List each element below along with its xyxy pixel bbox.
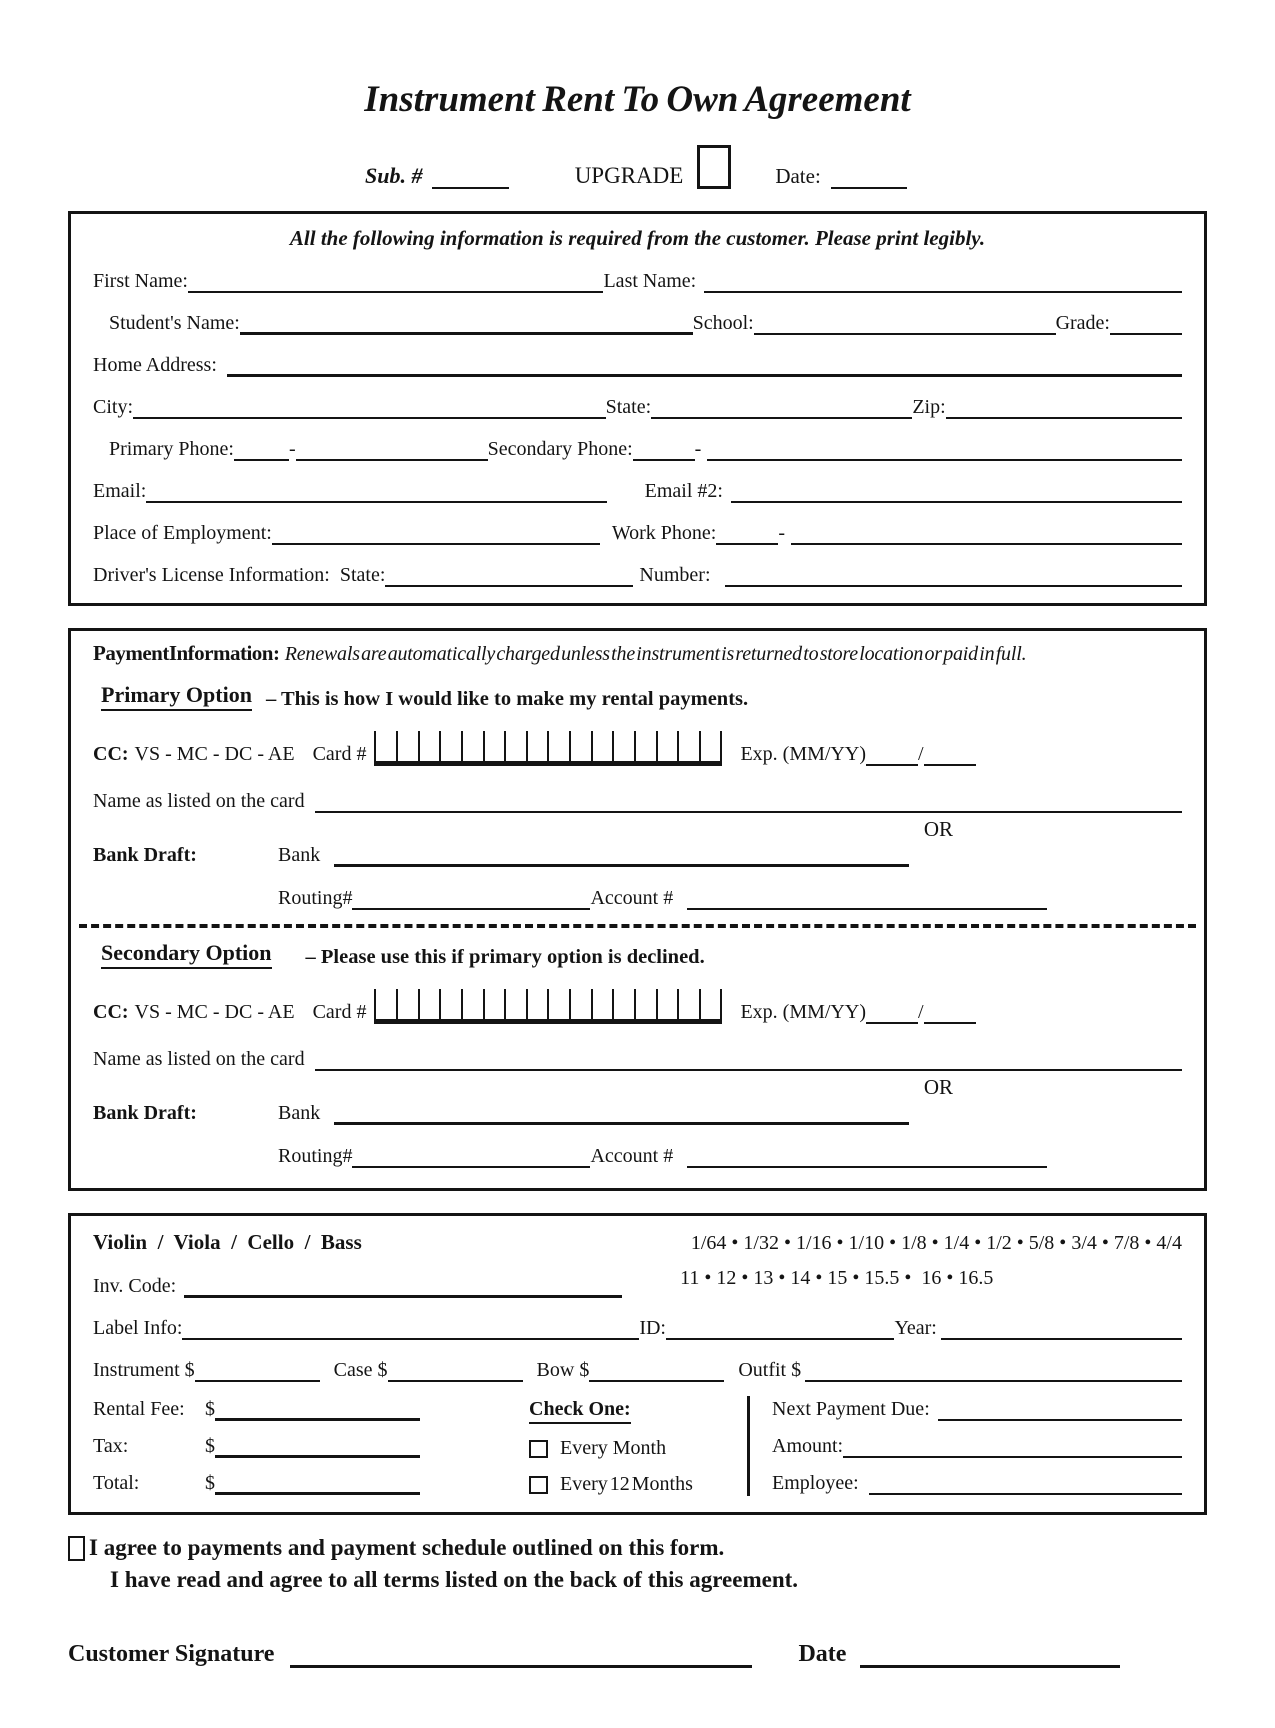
payment-note: Renewals are automatically charged unless the instrument is returned to store location or paid in full. bbox=[284, 643, 1027, 665]
email2-field[interactable] bbox=[731, 495, 1182, 503]
check-one-column bbox=[529, 1396, 747, 1496]
employee-field[interactable] bbox=[869, 1487, 1182, 1495]
primary-account-field[interactable] bbox=[687, 902, 1047, 910]
tax-label: Tax: bbox=[93, 1435, 129, 1457]
first-name-label: First Name: bbox=[93, 270, 188, 292]
dash-3: - bbox=[778, 522, 786, 544]
exp-label-2: Exp. (MM/YY) bbox=[740, 1001, 866, 1023]
city-row bbox=[93, 396, 1182, 419]
primary-exp-month-field[interactable] bbox=[866, 758, 918, 766]
secondary-bank-row bbox=[93, 1102, 1182, 1125]
last-name-label: Last Name: bbox=[603, 270, 697, 292]
secondary-routing-field[interactable] bbox=[352, 1160, 590, 1168]
routing-label-2: Routing# bbox=[278, 1145, 353, 1167]
every-12-months-label: Every 12 Months bbox=[560, 1473, 693, 1495]
city-field[interactable] bbox=[133, 411, 606, 419]
customer-signature-label: Customer Signature bbox=[68, 1641, 275, 1667]
email2-label: Email #2: bbox=[644, 480, 723, 502]
card-number-label: Card # bbox=[312, 743, 367, 765]
primary-routing-row bbox=[93, 887, 1182, 910]
account-label-2: Account # bbox=[590, 1145, 674, 1167]
dollar-3: $ bbox=[205, 1472, 215, 1494]
bank-label-2: Bank bbox=[278, 1102, 321, 1124]
fees-area bbox=[93, 1396, 1182, 1496]
card-number-label-2: Card # bbox=[312, 1001, 367, 1023]
agree-checkbox[interactable] bbox=[68, 1536, 85, 1561]
employment-label: Place of Employment: bbox=[93, 522, 272, 544]
home-address-field[interactable] bbox=[227, 368, 1182, 377]
customer-instruction: All the following information is required from the customer. Please print legibly. bbox=[289, 226, 986, 250]
name-row bbox=[93, 270, 1182, 293]
secondary-bank-field[interactable] bbox=[334, 1116, 909, 1125]
rental-fee-label: Rental Fee: bbox=[93, 1398, 185, 1420]
year-field[interactable] bbox=[941, 1332, 1182, 1340]
cc-types-2: VS - MC - DC - AE bbox=[134, 1001, 295, 1023]
check-one-label: Check One: bbox=[529, 1398, 631, 1424]
customer-signature-field[interactable] bbox=[290, 1659, 752, 1668]
dollar-1: $ bbox=[205, 1398, 215, 1420]
secondary-option-heading bbox=[93, 940, 1182, 969]
dollar-2: $ bbox=[205, 1435, 215, 1457]
employment-field[interactable] bbox=[272, 537, 600, 545]
license-number-label: Number: bbox=[639, 564, 711, 586]
secondary-name-on-card-field[interactable] bbox=[315, 1063, 1182, 1071]
license-row bbox=[93, 564, 1182, 587]
grade-label: Grade: bbox=[1055, 312, 1110, 334]
payment-title-row bbox=[93, 641, 1182, 666]
sub-number-field[interactable] bbox=[432, 181, 508, 189]
payment-due-column bbox=[747, 1396, 1182, 1496]
email-label: Email: bbox=[93, 480, 147, 502]
signature-date-field[interactable] bbox=[860, 1659, 1120, 1668]
case-price-label: Case $ bbox=[333, 1359, 388, 1381]
label-info-label: Label Info: bbox=[93, 1317, 183, 1339]
phone-row bbox=[93, 438, 1182, 461]
options-divider bbox=[79, 924, 1196, 928]
upgrade-label: UPGRADE bbox=[574, 163, 684, 188]
primary-name-on-card-row bbox=[93, 790, 1182, 813]
rental-fee-field[interactable] bbox=[215, 1412, 420, 1421]
bank-draft-label-2: Bank Draft: bbox=[93, 1102, 197, 1124]
instrument-types: Violin / Viola / Cello / Bass bbox=[93, 1230, 362, 1254]
name-on-card-label-2: Name as listed on the card bbox=[93, 1048, 305, 1070]
payment-info-box bbox=[68, 628, 1207, 1191]
dash-2: - bbox=[694, 438, 702, 460]
school-label: School: bbox=[692, 312, 754, 334]
email-field[interactable] bbox=[146, 495, 606, 503]
every-12-months-row bbox=[529, 1473, 747, 1496]
bank-label: Bank bbox=[278, 844, 321, 866]
tax-field[interactable] bbox=[215, 1449, 420, 1458]
primary-or-label: OR bbox=[923, 817, 953, 841]
exp-sep-2: / bbox=[918, 1001, 924, 1023]
prices-row bbox=[93, 1359, 1182, 1382]
city-label: City: bbox=[93, 396, 134, 418]
amount-label: Amount: bbox=[772, 1435, 844, 1457]
license-label: Driver's License Information: bbox=[93, 564, 330, 586]
cc-types: VS - MC - DC - AE bbox=[134, 743, 295, 765]
zip-field[interactable] bbox=[946, 411, 1182, 419]
work-phone-label: Work Phone: bbox=[611, 522, 717, 544]
outfit-price-label: Outfit $ bbox=[738, 1359, 802, 1381]
student-row bbox=[93, 312, 1182, 335]
agree-text-1: I agree to payments and payment schedule outlined on this form. bbox=[89, 1535, 725, 1560]
primary-routing-field[interactable] bbox=[352, 902, 590, 910]
secondary-option-desc: – Please use this if primary option is declined. bbox=[305, 946, 705, 968]
instrument-box bbox=[68, 1213, 1207, 1515]
bow-price-label: Bow $ bbox=[536, 1359, 590, 1381]
primary-option-heading bbox=[93, 682, 1182, 711]
student-name-label: Student's Name: bbox=[109, 312, 240, 334]
payment-title: PaymentInformation: bbox=[93, 641, 280, 665]
customer-info-box bbox=[68, 211, 1207, 606]
id-field[interactable] bbox=[666, 1332, 894, 1340]
instrument-type-row bbox=[93, 1230, 1182, 1255]
upgrade-checkbox[interactable] bbox=[697, 145, 731, 189]
agreement-line-1 bbox=[68, 1535, 1207, 1561]
secondary-phone-field[interactable] bbox=[707, 453, 1182, 461]
secondary-routing-row bbox=[93, 1145, 1182, 1168]
account-label: Account # bbox=[590, 887, 674, 909]
case-price-field[interactable] bbox=[388, 1374, 523, 1382]
primary-option-label: Primary Option bbox=[101, 682, 252, 711]
secondary-exp-year-field[interactable] bbox=[924, 1016, 976, 1024]
year-label: Year: bbox=[894, 1317, 937, 1339]
secondary-exp-month-field[interactable] bbox=[866, 1016, 918, 1024]
email-row bbox=[93, 480, 1182, 503]
primary-name-on-card-field[interactable] bbox=[315, 805, 1182, 813]
primary-option-desc: – This is how I would like to make my rental payments. bbox=[265, 688, 749, 710]
secondary-name-on-card-row bbox=[93, 1048, 1182, 1071]
outfit-price-field[interactable] bbox=[805, 1374, 1182, 1382]
primary-card-number-field[interactable] bbox=[374, 731, 722, 766]
school-field[interactable] bbox=[754, 327, 1056, 335]
fraction-sizes: 1/64 • 1/32 • 1/16 • 1/10 • 1/8 • 1/4 • 1/2 • 5/8 • 3/4 • 7/8 • 4/4 bbox=[690, 1232, 1182, 1254]
primary-bank-row bbox=[93, 844, 1182, 867]
total-label: Total: bbox=[93, 1472, 140, 1494]
routing-label: Routing# bbox=[278, 887, 353, 909]
tax-row bbox=[93, 1435, 529, 1458]
license-state-label: State: bbox=[339, 564, 386, 586]
secondary-or-label: OR bbox=[923, 1075, 953, 1099]
last-name-field[interactable] bbox=[704, 285, 1182, 293]
student-name-field[interactable] bbox=[240, 326, 693, 335]
next-payment-label: Next Payment Due: bbox=[772, 1398, 930, 1420]
secondary-card-number-field[interactable] bbox=[374, 989, 722, 1024]
address-row bbox=[93, 354, 1182, 377]
state-field[interactable] bbox=[651, 411, 912, 419]
date-field[interactable] bbox=[831, 181, 907, 189]
license-state-field[interactable] bbox=[385, 579, 633, 587]
bank-draft-label: Bank Draft: bbox=[93, 844, 197, 866]
instrument-price-field[interactable] bbox=[195, 1374, 320, 1382]
state-label: State: bbox=[605, 396, 652, 418]
page bbox=[0, 78, 1275, 1668]
name-on-card-label: Name as listed on the card bbox=[93, 790, 305, 812]
label-info-row bbox=[93, 1317, 1182, 1340]
inv-code-label: Inv. Code: bbox=[93, 1275, 177, 1297]
secondary-phone-area-field[interactable] bbox=[633, 453, 695, 461]
label-info-field[interactable] bbox=[182, 1332, 639, 1340]
amount-row bbox=[772, 1435, 1182, 1458]
inv-code-field[interactable] bbox=[184, 1289, 622, 1298]
home-address-label: Home Address: bbox=[93, 354, 217, 376]
grade-field[interactable] bbox=[1110, 327, 1182, 335]
id-label: ID: bbox=[639, 1317, 666, 1339]
exp-sep-1: / bbox=[918, 743, 924, 765]
primary-phone-field[interactable] bbox=[296, 453, 488, 461]
zip-label: Zip: bbox=[912, 396, 946, 418]
primary-bank-field[interactable] bbox=[334, 858, 909, 867]
secondary-account-field[interactable] bbox=[687, 1160, 1047, 1168]
license-number-field[interactable] bbox=[725, 579, 1183, 587]
every-month-row bbox=[529, 1437, 747, 1460]
form-title: Instrument Rent To Own Agreement bbox=[364, 79, 911, 120]
work-phone-area-field[interactable] bbox=[716, 537, 778, 545]
agreement-line-2: I have read and agree to all terms listed on the back of this agreement. bbox=[110, 1567, 799, 1592]
first-name-field[interactable] bbox=[188, 285, 603, 293]
every-12-months-checkbox[interactable] bbox=[529, 1476, 548, 1494]
amount-field[interactable] bbox=[843, 1450, 1182, 1458]
work-phone-field[interactable] bbox=[791, 537, 1182, 545]
signature-date-label: Date bbox=[798, 1641, 847, 1667]
total-field[interactable] bbox=[215, 1486, 420, 1495]
cc-label-2: CC: bbox=[93, 1001, 129, 1023]
every-month-label: Every Month bbox=[560, 1437, 667, 1459]
inv-code-row bbox=[93, 1267, 1182, 1298]
total-row bbox=[93, 1472, 529, 1495]
primary-exp-year-field[interactable] bbox=[924, 758, 976, 766]
dash-1: - bbox=[289, 438, 296, 460]
sub-number-label: Sub. # bbox=[365, 163, 423, 188]
employee-row bbox=[772, 1472, 1182, 1495]
next-payment-row bbox=[772, 1398, 1182, 1421]
secondary-cc-row bbox=[93, 989, 1182, 1024]
inch-sizes: 11 • 12 • 13 • 14 • 15 • 15.5 • 16 • 16.5 bbox=[680, 1267, 994, 1289]
date-label: Date: bbox=[775, 164, 821, 188]
fees-column bbox=[93, 1396, 529, 1496]
next-payment-field[interactable] bbox=[938, 1413, 1182, 1421]
instrument-price-label: Instrument $ bbox=[93, 1359, 195, 1381]
employment-row bbox=[93, 522, 1182, 545]
rental-fee-row bbox=[93, 1398, 529, 1421]
primary-phone-area-field[interactable] bbox=[234, 453, 289, 461]
signature-row bbox=[68, 1641, 1207, 1668]
employee-label: Employee: bbox=[772, 1472, 859, 1494]
secondary-phone-label: Secondary Phone: bbox=[487, 438, 633, 460]
primary-cc-row bbox=[93, 731, 1182, 766]
bow-price-field[interactable] bbox=[589, 1374, 724, 1382]
primary-phone-label: Primary Phone: bbox=[109, 438, 234, 460]
secondary-option-label: Secondary Option bbox=[101, 940, 272, 969]
every-month-checkbox[interactable] bbox=[529, 1440, 548, 1458]
sub-header-row bbox=[68, 145, 1207, 189]
exp-label: Exp. (MM/YY) bbox=[740, 743, 866, 765]
cc-label: CC: bbox=[93, 743, 129, 765]
